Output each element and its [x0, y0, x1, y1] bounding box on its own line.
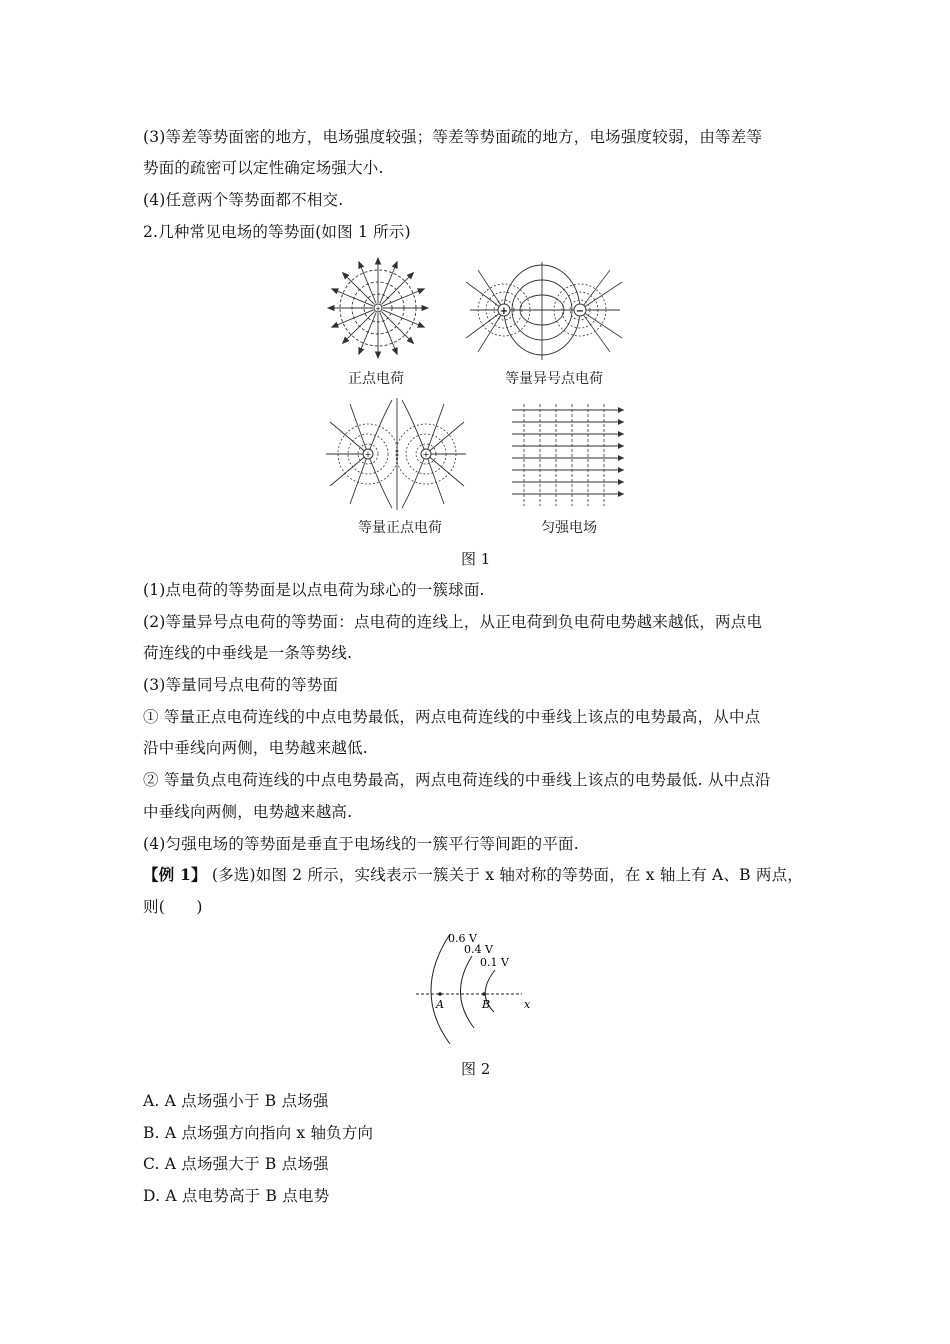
- example-line: 则( ): [143, 898, 203, 916]
- field-arrow: [418, 289, 424, 294]
- field-arrow: [376, 258, 381, 264]
- paragraph-line: 势面的疏密可以定性确定场强大小.: [143, 159, 384, 177]
- positive-charge-diagram: [326, 256, 431, 361]
- label-0-6v: 0.6 V: [448, 932, 477, 945]
- paragraph-line: (2)等量异号点电荷的等势面：点电荷的连线上，从正电荷到负电荷电势越来越低，两点电: [143, 613, 763, 631]
- label-positive-charge: 正点电荷: [348, 371, 404, 387]
- field-arrow: [359, 348, 364, 354]
- field-arrow: [332, 323, 338, 328]
- section-heading: 2.几种常见电场的等势面(如图 1 所示): [143, 223, 411, 241]
- paragraph-line: (1)点电荷的等势面是以点电荷为球心的一簇球面.: [143, 581, 485, 599]
- option-c: C. A 点场强大于 B 点场强: [143, 1155, 329, 1173]
- paragraph-line: 中垂线向两侧，电势越来越高.: [143, 803, 353, 821]
- figure-2-diagram: [412, 926, 542, 1046]
- paragraph-line: 荷连线的中垂线是一条等势线.: [143, 644, 353, 662]
- paragraph-line: (4)匀强电场的等势面是垂直于电场线的一簇平行等间距的平面.: [143, 835, 579, 853]
- paragraph-line: ② 等量负点电荷连线的中点电势最高，两点电荷连线的中垂线上该点的电势最低. 从中点沿: [143, 771, 771, 789]
- label-uniform-field: 匀强电场: [541, 520, 597, 536]
- field-arrow: [393, 348, 398, 354]
- paragraph-line: (3)等差等势面密的地方，电场强度较强；等差等势面疏的地方，电场强度较弱，由等差等: [143, 128, 763, 146]
- uniform-field-diagram: [508, 402, 628, 510]
- label-0-1v: 0.1 V: [480, 956, 509, 969]
- figure-2-caption: 图 2: [461, 1060, 491, 1078]
- point-b-label: B: [482, 998, 491, 1011]
- minus-sign: −: [575, 306, 585, 317]
- figure-1-caption: 图 1: [461, 550, 491, 568]
- example-tag: 【例 1】: [143, 865, 207, 884]
- paragraph-line: (4)任意两个等势面都不相交.: [143, 191, 344, 209]
- dipole-diagram: [460, 262, 630, 362]
- field-arrow: [376, 352, 381, 358]
- example-text: (多选)如图 2 所示，实线表示一簇关于 x 轴对称的等势面，在 x 轴上有 A、B 两点，: [211, 866, 803, 884]
- paragraph-line: (3)等量同号点电荷的等势面: [143, 676, 339, 694]
- option-b: B. A 点场强方向指向 x 轴负方向: [143, 1124, 374, 1142]
- option-a: A. A 点场强小于 B 点场强: [143, 1092, 329, 1110]
- paragraph-line: 沿中垂线向两侧，电势越来越低.: [143, 739, 368, 757]
- field-arrow: [359, 262, 364, 268]
- field-arrow: [393, 262, 398, 268]
- x-axis-label: x: [524, 998, 531, 1011]
- option-d: D. A 点电势高于 B 点电势: [143, 1187, 330, 1205]
- field-arrow: [422, 306, 428, 311]
- point-a-label: A: [436, 998, 444, 1011]
- field-arrow: [328, 306, 334, 311]
- plus-sign: +: [499, 306, 509, 317]
- plus-sign: +: [422, 450, 430, 459]
- label-dipole: 等量异号点电荷: [505, 371, 603, 387]
- paragraph-line: ① 等量正点电荷连线的中点电势最低，两点电荷连线的中垂线上该点的电势最高，从中点: [143, 708, 761, 726]
- plus-sign: +: [364, 450, 372, 459]
- label-equal-positive: 等量正点电荷: [358, 520, 442, 536]
- equal-positive-charges-diagram: [322, 398, 470, 510]
- field-arrow: [418, 323, 424, 328]
- field-arrow: [332, 289, 338, 294]
- example-line: [143, 864, 803, 886]
- plus-sign: +: [375, 305, 381, 313]
- label-0-4v: 0.4 V: [464, 943, 493, 956]
